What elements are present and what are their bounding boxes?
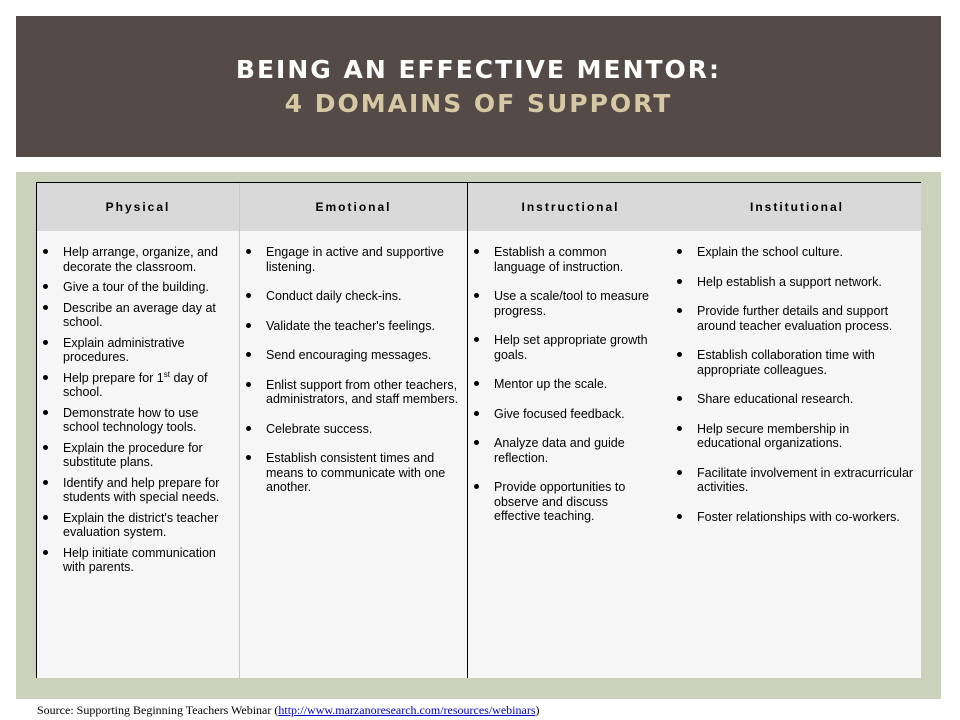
bullet-icon (43, 284, 48, 289)
bullet-icon (246, 455, 251, 460)
bullet-icon (43, 340, 48, 345)
bullet-icon (43, 480, 48, 485)
bullet-icon (677, 426, 682, 431)
bullet-icon (677, 308, 682, 313)
list-item: Help arrange, organize, and decorate the classroom. (37, 245, 235, 274)
bullet-icon (246, 426, 251, 431)
column-header-instructional: Instructional (521, 200, 620, 214)
list-item: Send encouraging messages. (240, 348, 462, 363)
column-institutional (671, 245, 916, 539)
source-link[interactable]: http://www.marzanoresearch.com/resources/webinars (278, 703, 536, 717)
title-banner (16, 16, 941, 157)
column-header-emotional: Emotional (315, 200, 392, 214)
list-item: Explain the school culture. (671, 245, 916, 260)
bullet-icon (43, 249, 48, 254)
column-emotional (240, 245, 462, 510)
source-prefix: Source: Supporting Beginning Teachers Webinar ( (37, 703, 279, 717)
bullet-icon (246, 352, 251, 357)
bullet-icon (474, 411, 479, 416)
list-item: Analyze data and guide reflection. (468, 436, 653, 465)
list-item: Use a scale/tool to measure progress. (468, 289, 653, 318)
list-item: Provide further details and support around teacher evaluation process. (671, 304, 916, 333)
support-domains-table (36, 182, 921, 678)
list-item: Establish consistent times and means to communicate with one another. (240, 451, 462, 495)
list-item (37, 371, 235, 400)
slide-subtitle: 4 DOMAINS OF SUPPORT (284, 88, 673, 118)
bullet-icon (677, 279, 682, 284)
list-item: Share educational research. (671, 392, 916, 407)
column-physical (37, 245, 235, 581)
bullet-icon (474, 381, 479, 386)
list-item: Enlist support from other teachers, administrators, and staff members. (240, 378, 462, 407)
bullet-icon (474, 484, 479, 489)
list-item: Establish a common language of instruction. (468, 245, 653, 274)
bullet-icon (246, 323, 251, 328)
list-item: Engage in active and supportive listening. (240, 245, 462, 274)
bullet-icon (43, 410, 48, 415)
column-header-institutional: Institutional (750, 200, 844, 214)
bullet-icon (474, 440, 479, 445)
slide-title: BEING AN EFFECTIVE MENTOR: (235, 54, 722, 84)
bullet-icon (677, 352, 682, 357)
list-item: Foster relationships with co-workers. (671, 510, 916, 525)
list-item: Explain the procedure for substitute plans. (37, 441, 235, 470)
bullet-icon (677, 470, 682, 475)
list-item: Demonstrate how to use school technology tools. (37, 406, 235, 435)
list-item: Establish collaboration time with appropriate colleagues. (671, 348, 916, 377)
list-item: Describe an average day at school. (37, 301, 235, 330)
list-item: Mentor up the scale. (468, 377, 653, 392)
bullet-icon (246, 382, 251, 387)
bullet-icon (43, 445, 48, 450)
bullet-icon (474, 337, 479, 342)
list-item: Give a tour of the building. (37, 280, 235, 295)
source-suffix: ) (535, 703, 540, 717)
list-item: Celebrate success. (240, 422, 462, 437)
column-header-physical: Physical (105, 200, 171, 214)
bullet-icon (246, 293, 251, 298)
list-item: Facilitate involvement in extracurricular activities. (671, 466, 916, 495)
column-instructional (468, 245, 653, 539)
list-item: Give focused feedback. (468, 407, 653, 422)
list-item: Help initiate communication with parents. (37, 546, 235, 575)
list-item: Provide opportunities to observe and discuss effective teaching. (468, 480, 653, 524)
bullet-icon (43, 375, 48, 380)
source-citation (37, 703, 540, 718)
list-item: Help set appropriate growth goals. (468, 333, 653, 362)
bullet-icon (677, 249, 682, 254)
bullet-icon (43, 550, 48, 555)
list-item: Identify and help prepare for students with special needs. (37, 476, 235, 505)
bullet-icon (43, 305, 48, 310)
item-with-superscript: Help prepare for 1st day of school. (63, 369, 208, 399)
bullet-icon (677, 396, 682, 401)
list-item: Help secure membership in educational organizations. (671, 422, 916, 451)
list-item: Validate the teacher's feelings. (240, 319, 462, 334)
bullet-icon (474, 249, 479, 254)
bullet-icon (43, 515, 48, 520)
list-item: Conduct daily check-ins. (240, 289, 462, 304)
bullet-icon (246, 249, 251, 254)
list-item: Explain the district's teacher evaluation system. (37, 511, 235, 540)
bullet-icon (474, 293, 479, 298)
bullet-icon (677, 514, 682, 519)
list-item: Explain administrative procedures. (37, 336, 235, 365)
list-item: Help establish a support network. (671, 275, 916, 290)
